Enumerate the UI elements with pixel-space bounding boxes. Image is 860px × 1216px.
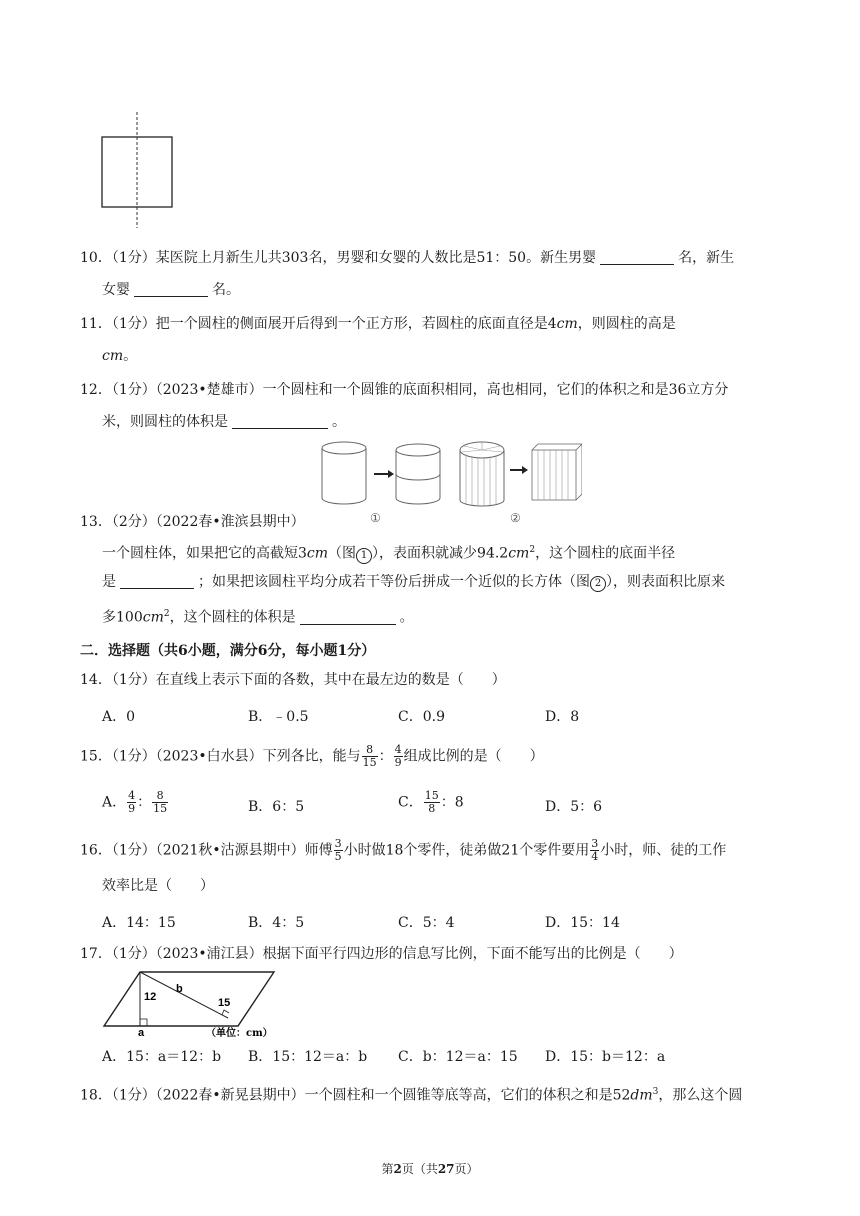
question-12-line2: 米，则圆柱的体积是 。 (102, 414, 346, 430)
question-13-line2: 是 ；如果把该圆柱平均分成若干等份后拼成一个近似的长方体（图 2 ），则表面积比原来 (102, 574, 725, 590)
option-a[interactable]: A． $\frac{4}{9}$ ： $\frac{8}{15}$ (102, 789, 168, 815)
fraction: $\frac{4}{9}$ (394, 743, 402, 769)
option-b[interactable]: B．﹣0.5 (248, 709, 309, 725)
question-11-line2: cm。 (102, 348, 138, 364)
question-13: 13．（2分）（2022春•淮滨县期中） (80, 514, 305, 530)
side-label: 15 (218, 997, 231, 1009)
option-a[interactable]: A．15：a＝12：b (102, 1049, 222, 1065)
a-label: a (138, 1027, 145, 1038)
answer-blank[interactable] (134, 282, 208, 297)
circled-1: 1 (356, 548, 372, 564)
question-10: 10．（1分）某医院上月新生儿共303名，男婴和女婴的人数比是51：50。新生男婴 名，新生 (80, 250, 735, 266)
square-axis-figure (96, 110, 182, 230)
option-d[interactable]: D．15：b＝12：a (545, 1049, 666, 1065)
option-c[interactable]: C．5：4 (398, 915, 455, 931)
option-d[interactable]: D．5：6 (545, 799, 603, 815)
option-b[interactable]: B．6：5 (248, 799, 305, 815)
figure-label-2: ② (510, 511, 521, 525)
option-d[interactable]: D．15：14 (545, 915, 620, 931)
question-16-line2: 效率比是（ ） (102, 878, 214, 894)
option-c[interactable]: C．0.9 (398, 709, 445, 725)
height-label: 12 (144, 991, 157, 1003)
b-label: b (176, 983, 183, 995)
answer-blank[interactable] (600, 250, 674, 265)
figure-label-1: ① (370, 511, 381, 525)
option-b[interactable]: B．15：12＝a：b (248, 1049, 368, 1065)
circled-2: 2 (590, 576, 606, 592)
fraction: $\frac{8}{15}$ (362, 743, 377, 769)
option-d[interactable]: D．8 (545, 709, 580, 725)
question-10-line2: 女婴 名。 (102, 282, 240, 298)
parallelogram-figure (100, 968, 280, 1038)
page-footer: 第2页（共27页） (381, 1162, 479, 1176)
option-c[interactable]: C．b：12＝a：15 (398, 1049, 518, 1065)
answer-blank[interactable] (300, 610, 396, 625)
section-title: 二．选择题（共6小题，满分6分，每小题1分） (80, 643, 376, 659)
option-b[interactable]: B．4：5 (248, 915, 305, 931)
answer-blank[interactable] (120, 574, 194, 589)
question-13-line3: 多$100cm^2$，这个圆柱的体积是 。 (102, 609, 414, 626)
answer-blank[interactable] (232, 414, 328, 429)
question-14: 14．（1分）在直线上表示下面的各数，其中在最左边的数是（ ） (80, 672, 506, 688)
question-12: 12．（1分）（2023•楚雄市）一个圆柱和一个圆锥的底面积相同，高也相同，它们的体积之和是36立方分 (80, 382, 729, 398)
option-a[interactable]: A．0 (102, 709, 136, 725)
option-a[interactable]: A．14：15 (102, 915, 176, 931)
question-13-line1: 一个圆柱体，如果把它的高截短3cm（图 1 ），表面积就减少$94.2cm^2$，这个圆柱的底面半径 (102, 545, 676, 562)
question-17: 17．（1分）（2023•浦江县）根据下面平行四边形的信息写比例，下面不能写出的比例是（ ） (80, 946, 683, 962)
question-11: 11．（1分）把一个圆柱的侧面展开后得到一个正方形，若圆柱的底面直径是4cm，则圆柱的高是 (80, 316, 676, 332)
question-18: 18．（1分）（2022春•新晃县期中）一个圆柱和一个圆锥等底等高，它们的体积之和是$52dm^3$，那么这个圆 (80, 1087, 743, 1104)
option-c[interactable]: C． $\frac{15}{8}$ ：8 (398, 789, 464, 815)
question-15: 15．（1分）（2023•白水县）下列各比，能与 $\frac{8}{15}$ ： $\frac{4}{9}$ 组成比例的是（ ） (80, 743, 544, 769)
question-16: 16．（1分）（2021秋•沽源县期中）师傅 $\frac{3}{5}$ 小时做18个零件，徒弟做21个零件要用 $\frac{3}{4}$ 小时，师、徒的工作 (80, 837, 727, 863)
unit-label: （单位：cm） (206, 1028, 273, 1038)
